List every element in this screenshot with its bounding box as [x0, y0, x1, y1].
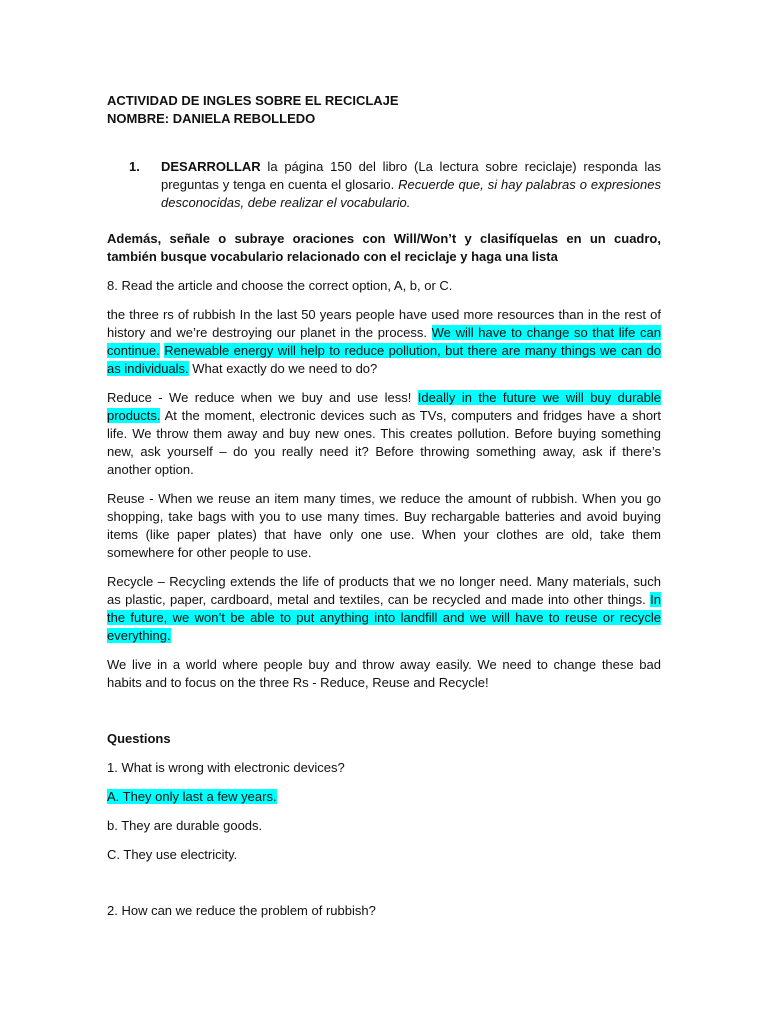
recycle-text: Recycle – Recycling extends the life of products that we no longer need. Many materials, such as plastic, paper, cardboard, metal and textiles, can be recycled and made into other things.: [107, 574, 661, 607]
task-1-text: la página 150 del libro (La lectura sobre reciclaje) responda las preguntas y tenga en cuenta el glosario.: [161, 159, 661, 192]
highlight-landfill: In the future, we won’t be able to put anything into landfill and we will have to reuse or recycle everything.: [107, 592, 661, 643]
student-name: NOMBRE: DANIELA REBOLLEDO: [107, 111, 316, 126]
answer-c: C. They use electricity.: [107, 847, 238, 862]
instruction: Además, señale o subraye oraciones con Will/Won’t y clasifíquelas en un cuadro, también busque vocabulario relacionado con el reciclaje y haga una lista: [107, 231, 661, 264]
reduce-text: Reduce - We reduce when we buy and use less!: [107, 390, 418, 405]
highlight-will-change: We will have to change so that life can continue.: [107, 325, 662, 358]
questions-title: Questions: [107, 731, 171, 746]
answer-b: b. They are durable goods.: [107, 818, 263, 833]
answer-a: [107, 788, 661, 806]
intro-end: What exactly do we need to do?: [188, 361, 378, 376]
highlight-answer-a: A. They only last a few years.: [107, 789, 277, 804]
question-2: 2. How can we reduce the problem of rubbish?: [107, 903, 376, 918]
reduce-end: At the moment, electronic devices such as TVs, computers and fridges have a short life. We throw them away and buy new ones. This creates pollution. Before buying something new, ask yourself – do you really need it? Before throwing something away, ask if there’s another option.: [107, 408, 661, 477]
activity-title: ACTIVIDAD DE INGLES SOBRE EL RECICLAJE: [107, 93, 399, 108]
highlight-renewable-energy: Renewable energy will help to reduce pollution, but there are many things we can do as individuals.: [107, 343, 661, 376]
task-1-body: [161, 158, 661, 212]
article-reduce: [107, 389, 661, 479]
document-page: [107, 92, 661, 920]
intro-text: the three rs of rubbish In the last 50 years people have used more resources than in the rest of history and we’re destroying our planet in the process.: [107, 307, 661, 340]
task-1-note: Recuerde que, si hay palabras o expresiones desconocidas, debe realizar el vocabulario.: [161, 177, 661, 210]
article-recycle: [107, 573, 661, 645]
task-1-lead: DESARROLLAR: [161, 159, 261, 174]
task-1-number: 1.: [129, 159, 140, 174]
article-closing: We live in a world where people buy and throw away easily. We need to change these bad habits and to focus on the three Rs - Reduce, Reuse and Recycle!: [107, 657, 661, 690]
task-1: [107, 158, 661, 212]
prompt-8: 8. Read the article and choose the correct option, A, b, or C.: [107, 278, 453, 293]
article-reuse: Reuse - When we reuse an item many times, we reduce the amount of rubbish. When you go shopping, take bags with you to use many times. Buy rechargable batteries and avoid buying items (like paper plates) that have only one use. When your clothes are old, take them somewhere for other people to use.: [107, 491, 661, 560]
article-intro: [107, 306, 661, 378]
highlight-durable-products: Ideally in the future we will buy durable products.: [107, 390, 661, 423]
question-1: 1. What is wrong with electronic devices?: [107, 760, 345, 775]
